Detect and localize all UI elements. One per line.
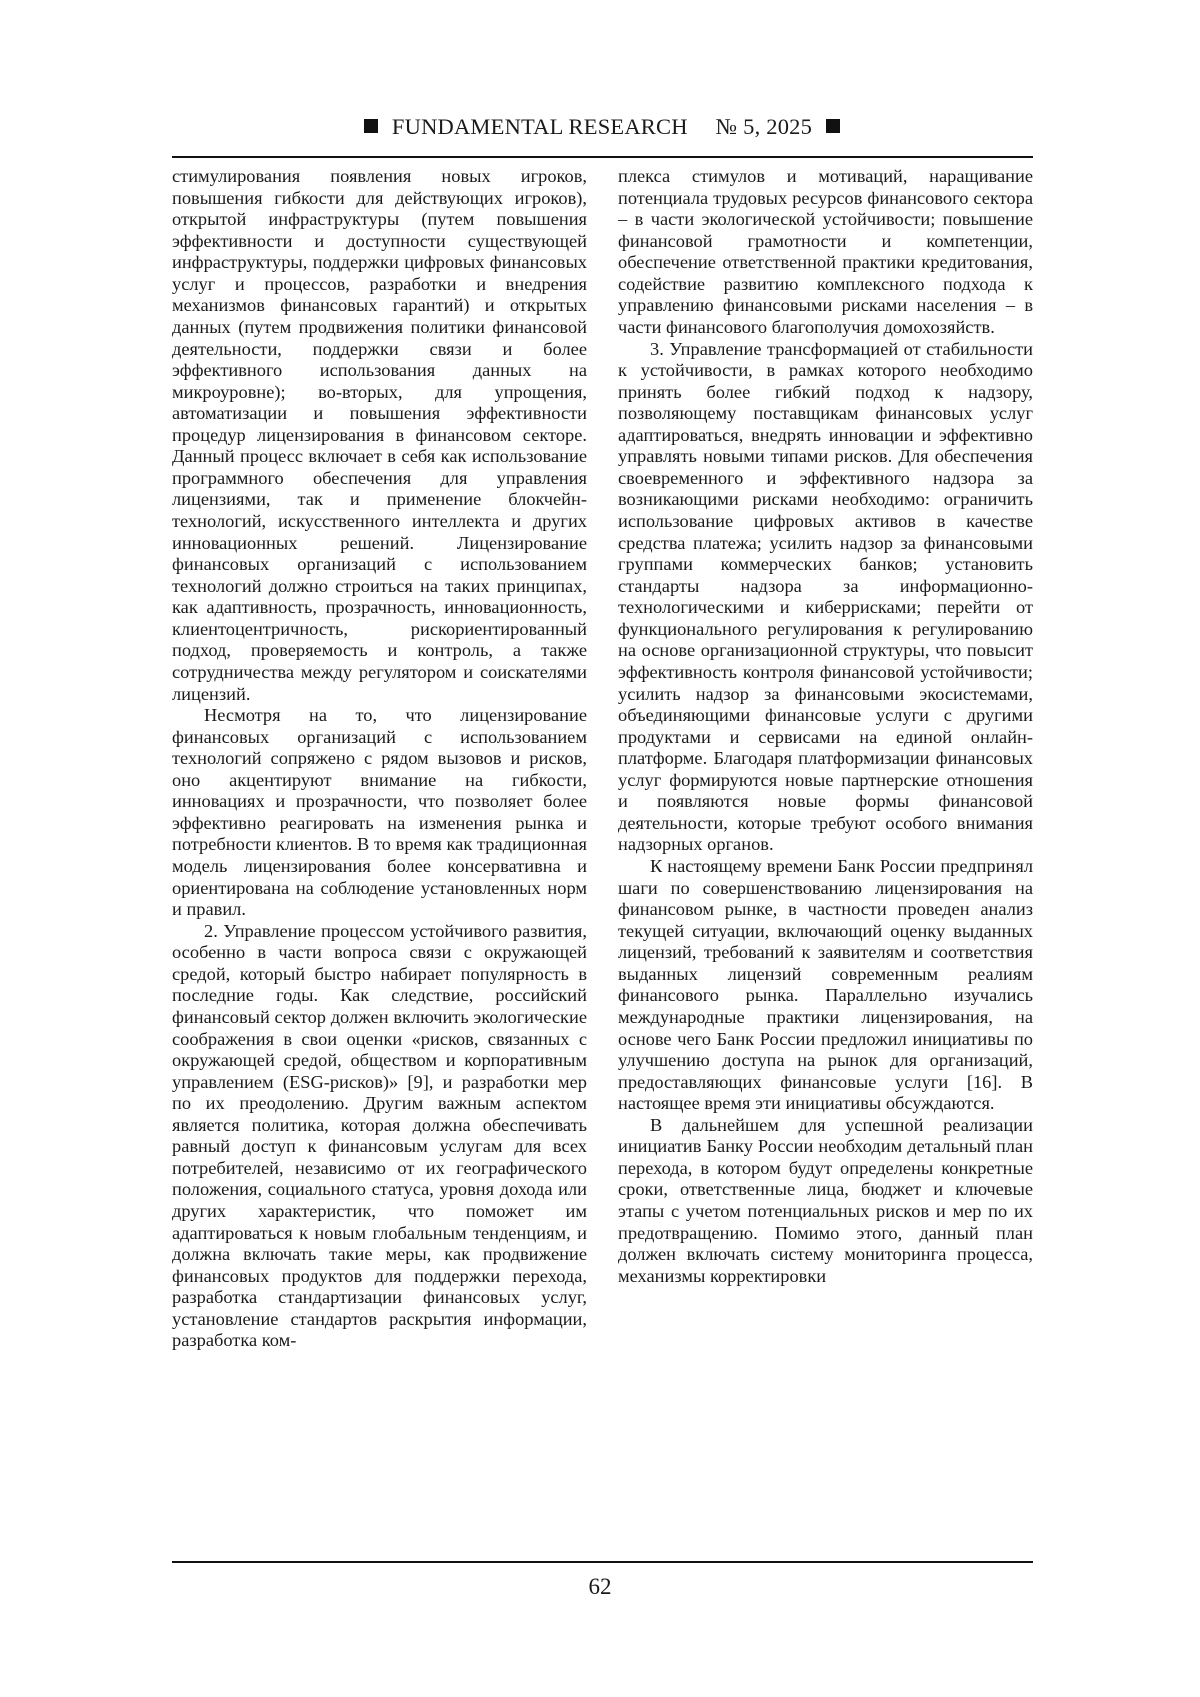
right-column: [618, 166, 1033, 1558]
running-header: [172, 112, 1032, 142]
paragraph: К настоящему времени Банк России предпринял шаги по совершенствованию лицензирования на финансовом рынке, в частности проведен анализ текущей ситуации, включающий оценку выданных лицензий, требований к заявителям и соответствия выданных лицензий современным реалиям финансового рынка. Параллельно изучались международные практики лицензирования, на основе чего Банк России предложил инициативы по улучшению доступа на рынок для организаций, предоставляющих финансовые услуги [16]. В настоящее время эти инициативы обсуждаются.: [618, 856, 1033, 1114]
journal-title: FUNDAMENTAL RESEARCH: [391, 114, 688, 139]
footer-rule: [172, 1561, 1033, 1563]
issue-number: № 5,: [715, 114, 761, 139]
paragraph: Несмотря на то, что лицензирование финансовых организаций с использованием технологий сопряжено с рядом вызовов и рисков, оно акцентируют внимание на гибкости, инновациях и прозрачности, что позволяет более эффективно реагировать на изменения рынка и потребности клиентов. В то время как традиционная модель лицензирования более консервативна и ориентирована на соблюдение установленных норм и правил.: [172, 705, 587, 920]
square-bullet-icon: [364, 119, 378, 133]
paragraph: стимулирования появления новых игроков, повышения гибкости для действующих игроков), открытой инфраструктуры (путем повышения эффективности и доступности существующей инфраструктуры, поддержки цифровых финансовых услуг и процессов, разработки и внедрения механизмов финансовых гарантий) и открытых данных (путем продвижения политики финансовой деятельности, поддержки связи и более эффективного использования данных на микроуровне); во-вторых, для упрощения, автоматизации и повышения эффективности процедур лицензирования в финансовом секторе. Данный процесс включает в себя как использование программного обеспечения для управления лицензиями, так и применение блокчейн-технологий, искусственного интеллекта и других инновационных решений. Лицензирование финансовых организаций с использованием технологий должно строиться на таких принципах, как адаптивность, прозрачность, инновационность, клиентоцентричность, рискориентированный подход, проверяемость и контроль, а также сотрудничества между регулятором и соискателями лицензий.: [172, 166, 587, 704]
header-rule: [172, 156, 1033, 158]
paragraph: 3. Управление трансформацией от стабильности к устойчивости, в рамках которого необходимо принять более гибкий подход к надзору, позволяющему поставщикам финансовых услуг адаптироваться, внедрять инновации и эффективно управлять новыми типами рисков. Для обеспечения своевременного и эффективного надзора за возникающими рисками необходимо: ограничить использование цифровых активов в качестве средства платежа; усилить надзор за финансовыми группами коммерческих банков; установить стандарты надзора за информационно-технологическими и киберрисками; перейти от функционального регулирования к регулированию на основе организационной структуры, что повысит эффективность контроля финансовой устойчивости; усилить надзор за финансовыми экосистемами, объединяющими финансовые услуги с другими продуктами и сервисами на единой онлайн-платформе. Благодаря платформизации финансовых услуг формируются новые партнерские отношения и появляются новые формы финансовой деятельности, которые требуют особого внимания надзорных органов.: [618, 338, 1033, 855]
issue-year: 2025: [766, 114, 813, 139]
paragraph: В дальнейшем для успешной реализации инициатив Банку России необходим детальный план перехода, в котором будут определены конкретные сроки, ответственные лица, бюджет и ключевые этапы с учетом потенциальных рисков и мер по их предотвращению. Помимо этого, данный план должен включать систему мониторинга процесса, механизмы корректировки: [618, 1114, 1033, 1286]
paragraph: плекса стимулов и мотиваций, наращивание потенциала трудовых ресурсов финансового сектора – в части экологической устойчивости; повышение финансовой грамотности и компетенции, обеспечение ответственной практики кредитования, содействие развитию комплексного подхода к управлению финансовыми рисками населения – в части финансового благополучия домохозяйств.: [618, 166, 1033, 337]
page-number: 62: [588, 1574, 612, 1599]
left-column: [172, 166, 587, 1558]
paragraph: 2. Управление процессом устойчивого развития, особенно в части вопроса связи с окружающей средой, который быстро набирает популярность в последние годы. Как следствие, российский финансовый сектор должен включить экологические соображения в свои оценки «рисков, связанных с окружающей средой, обществом и корпоративным управлением (ESG-рисков)» [9], и разработки мер по их преодолению. Другим важным аспектом является политика, которая должна обеспечивать равный доступ к финансовым услугам для всех потребителей, независимо от их географического положения, социального статуса, уровня дохода или других характеристик, что поможет им адаптироваться к новым глобальным тенденциям, и должна включать такие меры, как продвижение финансовых продуктов для поддержки перехода, разработка стандартизации финансовых услуг, установление стандартов раскрытия информации, разработка ком-: [172, 920, 587, 1351]
square-bullet-icon: [826, 119, 840, 133]
